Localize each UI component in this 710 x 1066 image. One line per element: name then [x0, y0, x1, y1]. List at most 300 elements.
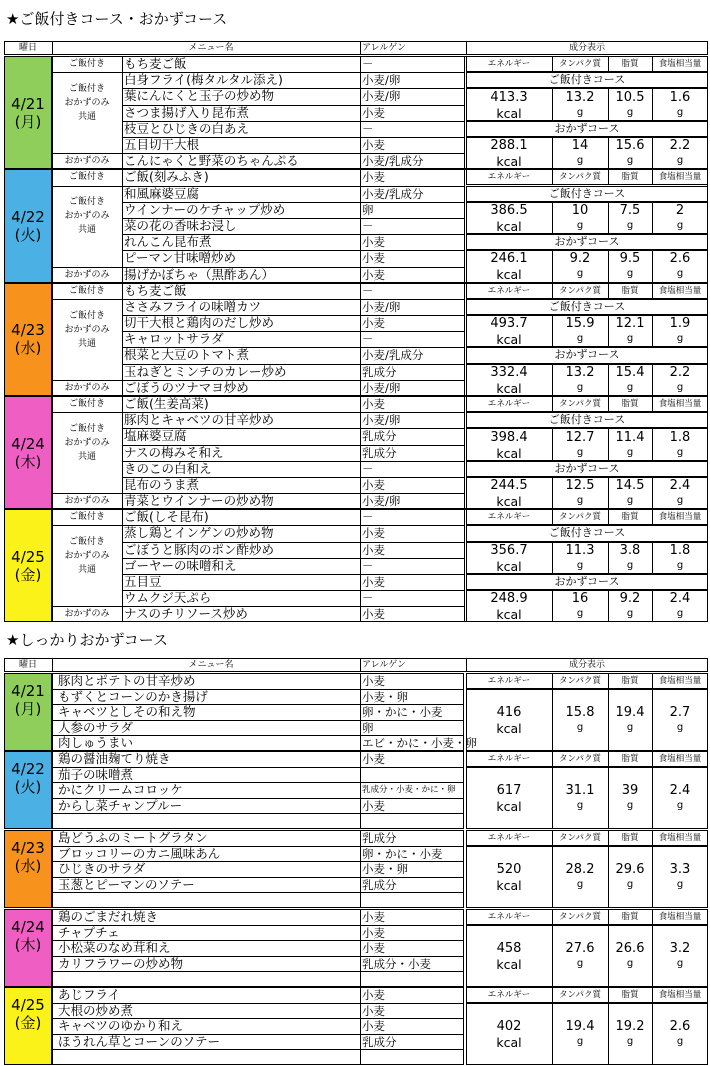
- nutrition-energy-value: 248.9: [490, 591, 528, 607]
- nutrition-header-fat: 脂質: [621, 912, 639, 922]
- menu-item: 昆布のうま煮: [124, 476, 200, 492]
- nutrition-fat-unit: g: [626, 722, 634, 734]
- allergen-value: －: [362, 218, 374, 233]
- allergen-value: 小麦: [362, 575, 385, 589]
- nutrition-salt-value: 1.9: [669, 316, 691, 332]
- nutrition-energy-unit: kcal: [496, 105, 522, 121]
- menu-item: 鶏の醤油麹てり焼き: [58, 751, 171, 766]
- nutrition-header-fat: 脂質: [621, 754, 639, 764]
- nutrition-protein-unit: g: [576, 1036, 584, 1048]
- nutrition-energy-unit: kcal: [496, 332, 522, 348]
- nutrition-header-energy: エネルギー: [487, 172, 531, 183]
- nutrition-fat-value: 15.6: [615, 138, 645, 154]
- okazu-course-label: おかずコース: [554, 348, 620, 362]
- label-rice: ご飯付き: [68, 285, 105, 296]
- nutrition-protein-unit: g: [576, 155, 584, 167]
- allergen-value: 小麦/卵: [362, 380, 401, 395]
- nutrition-salt-value: 2.2: [669, 138, 691, 154]
- menu-item: ほうれん草とコーンのソテー: [58, 1033, 221, 1049]
- nutrition-fat-unit: g: [626, 155, 634, 167]
- allergen-value: 小麦: [362, 798, 385, 813]
- column-divider: [466, 41, 467, 55]
- nutrition-fat-value: 29.6: [615, 862, 645, 878]
- column-divider: [52, 41, 53, 55]
- okazu-course-label: おかずコース: [554, 121, 620, 135]
- nutrition-protein-value: 15.8: [565, 705, 595, 721]
- menu-item: さつま揚げ入り昆布煮: [124, 104, 250, 120]
- nutrition-fat-unit: g: [626, 268, 634, 280]
- nutrition-header-fat: 脂質: [621, 398, 639, 409]
- header-day: 曜日: [18, 43, 37, 53]
- column-divider: [464, 509, 465, 622]
- menu-table-shikkari: [4, 658, 708, 1063]
- nutrition-fat-value: 7.5: [619, 202, 641, 218]
- day-cell-4-23: [4, 283, 52, 396]
- nutrition-header-protein: タンパク質: [559, 172, 601, 183]
- nutrition-energy-unit: kcal: [496, 957, 522, 973]
- nutrition-header-energy: エネルギー: [487, 285, 531, 296]
- nutrition-protein-value: 16: [571, 591, 589, 607]
- nutrition-fat-unit: g: [626, 219, 634, 231]
- nutrition-header-fat: 脂質: [621, 676, 639, 686]
- column-divider: [552, 509, 553, 525]
- okazu-course-label: おかずコース: [554, 235, 620, 249]
- rice-course-label: ご飯付きコース: [548, 186, 626, 200]
- header-menu: メニュー名: [188, 43, 234, 53]
- allergen-value: 小麦: [362, 477, 385, 492]
- label-okazu-only: おかずのみ: [64, 156, 110, 167]
- column-divider: [652, 283, 653, 299]
- nutrition-salt-value: 1.8: [669, 542, 691, 558]
- menu-item: 玉ねぎとミンチのカレー炒め: [124, 363, 287, 379]
- menu-item: ピーマン甘味噌炒め: [124, 250, 237, 266]
- menu-item: ウインナーのケチャップ炒め: [124, 201, 286, 217]
- allergen-value: 小麦: [362, 267, 385, 282]
- menu-item: ナスの梅みそ和え: [124, 444, 224, 460]
- allergen-value: －: [362, 57, 374, 71]
- menu-item: ゴーヤーの味噌和え: [124, 557, 237, 573]
- allergen-value: 小麦/卵: [362, 494, 401, 509]
- day-weekday: (金): [14, 1014, 42, 1032]
- menu-item: 人参のサラダ: [58, 719, 133, 735]
- label-common: ご飯付き おかずのみ 共通: [64, 310, 110, 349]
- column-divider: [608, 987, 609, 1003]
- allergen-value: 小麦/乳成分: [362, 154, 424, 169]
- nutrition-energy-unit: kcal: [496, 267, 522, 283]
- nutrition-salt-value: 2.2: [669, 364, 691, 380]
- menu-item: キャベツとしその和え物: [58, 704, 196, 720]
- menu-item: 島どうふのミートグラタン: [58, 830, 208, 845]
- column-divider: [464, 56, 465, 169]
- day-weekday: (月): [14, 700, 42, 718]
- allergen-value: 小麦: [362, 925, 385, 940]
- allergen-value: 乳成分: [362, 831, 397, 845]
- label-okazu-only: おかずのみ: [64, 382, 110, 393]
- nutrition-header-energy: エネルギー: [487, 990, 531, 1000]
- nutrition-header-energy: エネルギー: [487, 676, 531, 686]
- menu-item: チャプチェ: [58, 924, 120, 940]
- nutrition-header-energy: エネルギー: [487, 398, 531, 409]
- nutrition-header-protein: タンパク質: [559, 833, 601, 843]
- allergen-value: －: [362, 558, 374, 573]
- nutrition-header-salt: 食塩相当量: [658, 59, 702, 69]
- nutrition-protein-unit: g: [576, 381, 584, 393]
- nutrition-energy-unit: kcal: [496, 154, 522, 170]
- label-okazu-only: おかずのみ: [64, 496, 110, 507]
- menu-item: 蒸し鶏とインゲンの炒め物: [124, 525, 274, 541]
- nutrition-energy-value: 244.5: [490, 478, 528, 494]
- nutrition-fat-value: 9.2: [619, 591, 641, 607]
- allergen-value: 小麦: [362, 1019, 385, 1034]
- nutrition-protein-value: 9.2: [569, 251, 591, 267]
- nutrition-protein-value: 12.7: [565, 429, 595, 445]
- column-divider: [552, 909, 553, 925]
- allergen-value: 乳成分・小麦: [362, 956, 431, 971]
- header-day: 曜日: [18, 660, 37, 670]
- nutrition-header-salt: 食塩相当量: [658, 512, 702, 523]
- day-date: 4/23: [11, 839, 45, 857]
- column-divider: [608, 909, 609, 925]
- menu-item: 和風麻婆豆腐: [124, 185, 200, 201]
- nutrition-fat-unit: g: [626, 879, 634, 891]
- nutrition-header-energy: エネルギー: [487, 833, 531, 843]
- day-date: 4/25: [11, 547, 45, 566]
- nutrition-salt-value: 1.8: [669, 429, 691, 445]
- day-cell-4-21: [4, 56, 52, 169]
- nutrition-header-salt: 食塩相当量: [658, 398, 702, 409]
- day-cell-4-21: [4, 673, 52, 751]
- nutrition-energy-unit: kcal: [496, 799, 522, 815]
- column-divider: [652, 673, 653, 689]
- nutrition-fat-value: 3.8: [619, 542, 641, 558]
- allergen-value: 乳成分・小麦・かに・卵: [362, 785, 456, 796]
- nutrition-protein-unit: g: [576, 333, 584, 345]
- header-menu: メニュー名: [188, 660, 234, 670]
- column-divider: [608, 396, 609, 412]
- nutrition-salt-value: 2.7: [669, 705, 691, 721]
- nutrition-protein-unit: g: [576, 495, 584, 507]
- nutrition-header-energy: エネルギー: [487, 754, 531, 764]
- nutrition-energy-value: 288.1: [490, 138, 528, 154]
- nutrition-salt-unit: g: [676, 219, 684, 231]
- nutrition-header-protein: タンパク質: [559, 285, 601, 296]
- menu-item: 大根の炒め煮: [58, 1002, 134, 1018]
- column-divider: [552, 673, 553, 689]
- allergen-value: 乳成分: [362, 364, 397, 379]
- nutrition-salt-unit: g: [676, 608, 684, 620]
- menu-item: ご飯(刻みふき): [124, 169, 209, 185]
- allergen-value: 乳成分: [362, 1034, 397, 1049]
- menu-item: キャロットサラダ: [124, 331, 224, 347]
- nutrition-energy-value: 246.1: [490, 251, 528, 267]
- menu-item: ひじきのサラダ: [58, 861, 146, 877]
- nutrition-fat-value: 15.4: [615, 364, 645, 380]
- menu-item: 茄子の味噌煮: [58, 766, 134, 782]
- nutrition-fat-unit: g: [626, 446, 634, 458]
- nutrition-header-salt: 食塩相当量: [658, 833, 702, 843]
- menu-item: 五目切干大根: [124, 137, 200, 152]
- nutrition-energy-value: 520: [496, 862, 522, 878]
- allergen-value: 小麦・卵: [362, 689, 408, 704]
- nutrition-fat-value: 19.4: [615, 705, 645, 721]
- column-divider: [552, 751, 553, 767]
- menu-item: ささみフライの味噌カツ: [124, 298, 262, 314]
- nutrition-energy-value: 386.5: [490, 202, 528, 218]
- row-divider: [52, 813, 464, 814]
- allergen-value: 小麦: [362, 396, 385, 411]
- column-divider: [652, 830, 653, 846]
- label-common: ご飯付き おかずのみ 共通: [64, 537, 110, 576]
- row-divider: [52, 72, 122, 73]
- label-rice: ご飯付き: [68, 398, 105, 409]
- day-date: 4/25: [11, 996, 45, 1014]
- day-date: 4/22: [11, 760, 45, 778]
- nutrition-protein-value: 13.2: [565, 89, 595, 105]
- nutrition-energy-unit: kcal: [496, 445, 522, 461]
- nutrition-energy-unit: kcal: [496, 494, 522, 510]
- column-divider: [552, 169, 553, 185]
- menu-item: 玉葱とピーマンのソテー: [58, 876, 195, 892]
- day-weekday: (水): [14, 339, 42, 358]
- allergen-value: 小麦: [362, 1003, 385, 1018]
- nutrition-header-salt: 食塩相当量: [658, 676, 702, 686]
- nutrition-salt-value: 2.4: [669, 783, 691, 799]
- allergen-value: 乳成分: [362, 429, 397, 444]
- menu-item: ご飯(生姜高菜): [124, 395, 209, 411]
- day-weekday: (月): [14, 112, 42, 131]
- nutrition-header-protein: タンパク質: [559, 676, 601, 686]
- allergen-value: 小麦/卵: [362, 413, 401, 428]
- column-divider: [464, 169, 465, 282]
- nutrition-salt-unit: g: [676, 106, 684, 118]
- nutrition-header-energy: エネルギー: [487, 59, 531, 69]
- column-divider: [608, 751, 609, 767]
- row-divider: [52, 186, 122, 187]
- nutrition-protein-unit: g: [576, 106, 584, 118]
- day-cell-4-22: [4, 751, 52, 829]
- column-divider: [552, 830, 553, 846]
- nutrition-salt-unit: g: [676, 722, 684, 734]
- column-divider: [552, 396, 553, 412]
- label-rice: ご飯付き: [68, 172, 105, 183]
- day-date: 4/23: [11, 321, 45, 340]
- nutrition-header-fat: 脂質: [621, 833, 639, 843]
- nutrition-energy-value: 458: [496, 941, 522, 957]
- menu-item: 豚肉とキャベツの甘辛炒め: [124, 412, 275, 428]
- day-weekday: (水): [14, 857, 42, 875]
- column-divider: [608, 283, 609, 299]
- menu-item: 青菜とウインナーの炒め物: [124, 493, 274, 509]
- column-divider: [652, 751, 653, 767]
- header-allergen: アレルゲン: [362, 660, 407, 670]
- nutrition-salt-unit: g: [676, 879, 684, 891]
- nutrition-salt-value: 3.3: [669, 862, 691, 878]
- nutrition-header-salt: 食塩相当量: [658, 912, 702, 922]
- nutrition-salt-unit: g: [676, 1036, 684, 1048]
- menu-item: 塩麻婆豆腐: [124, 428, 187, 444]
- nutrition-salt-value: 1.6: [669, 89, 691, 105]
- nutrition-header-fat: 脂質: [621, 285, 639, 296]
- nutrition-salt-value: 2.6: [669, 1019, 691, 1035]
- nutrition-energy-value: 493.7: [490, 316, 528, 332]
- menu-item: ごぼうのツナマヨ炒め: [124, 379, 249, 395]
- nutrition-salt-value: 3.2: [669, 941, 691, 957]
- nutrition-protein-value: 31.1: [565, 783, 595, 799]
- column-divider: [608, 830, 609, 846]
- nutrition-protein-unit: g: [576, 219, 584, 231]
- menu-item: 菜の花の香味お浸し: [124, 217, 237, 233]
- nutrition-fat-value: 10.5: [615, 89, 645, 105]
- day-weekday: (金): [14, 565, 42, 584]
- menu-item: ブロッコリーのカニ風味あん: [58, 845, 221, 861]
- allergen-value: 乳成分: [362, 445, 397, 460]
- column-divider: [552, 56, 553, 72]
- nutrition-fat-value: 39: [621, 783, 639, 799]
- label-rice: ご飯付き: [68, 59, 105, 69]
- column-divider: [464, 283, 465, 396]
- day-cell-4-23: [4, 830, 52, 908]
- nutrition-protein-unit: g: [576, 446, 584, 458]
- allergen-value: －: [362, 591, 374, 606]
- nutrition-header-protein: タンパク質: [559, 754, 601, 764]
- nutrition-fat-unit: g: [626, 608, 634, 620]
- menu-item: ウムクジ天ぷら: [124, 590, 212, 606]
- allergen-value: 小麦: [362, 941, 385, 956]
- nutrition-salt-unit: g: [676, 800, 684, 812]
- allergen-value: 小麦: [362, 526, 385, 541]
- column-divider: [652, 987, 653, 1003]
- label-common: ご飯付き おかずのみ 共通: [64, 423, 110, 462]
- nutrition-fat-unit: g: [626, 800, 634, 812]
- menu-item: 五目豆: [124, 574, 162, 589]
- nutrition-energy-unit: kcal: [496, 558, 522, 574]
- row-divider: [52, 525, 122, 526]
- nutrition-header-fat: 脂質: [621, 172, 639, 183]
- nutrition-header-protein: タンパク質: [559, 990, 601, 1000]
- allergen-value: －: [362, 510, 374, 525]
- nutrition-protein-value: 13.2: [565, 364, 595, 380]
- allergen-value: －: [362, 461, 374, 476]
- nutrition-header-fat: 脂質: [621, 512, 639, 523]
- nutrition-energy-unit: kcal: [496, 721, 522, 737]
- nutrition-salt-value: 2: [675, 202, 685, 218]
- allergen-value: 小麦・卵: [362, 862, 408, 877]
- allergen-value: 小麦: [362, 752, 385, 766]
- menu-item: きのこの白和え: [124, 460, 212, 476]
- menu-item: ごぼうと豚肉のポン酢炒め: [124, 541, 275, 557]
- nutrition-energy-unit: kcal: [496, 878, 522, 894]
- menu-item: 根菜と大豆のトマト煮: [124, 347, 250, 363]
- column-divider: [466, 658, 467, 672]
- allergen-value: 小麦/卵: [362, 73, 401, 88]
- label-common: ご飯付き おかずのみ 共通: [64, 83, 110, 122]
- column-divider: [608, 509, 609, 525]
- nutrition-header-protein: タンパク質: [559, 512, 601, 523]
- nutrition-fat-unit: g: [626, 1036, 634, 1048]
- nutrition-protein-unit: g: [576, 800, 584, 812]
- row-divider: [52, 971, 464, 972]
- menu-item: 鶏のごまだれ焼き: [58, 909, 159, 924]
- allergen-value: 小麦: [362, 542, 385, 557]
- nutrition-fat-unit: g: [626, 559, 634, 571]
- menu-item: もち麦ご飯: [124, 282, 187, 298]
- nutrition-salt-value: 2.4: [669, 478, 691, 494]
- menu-item: からし菜チャンプルー: [58, 797, 183, 813]
- nutrition-protein-value: 19.4: [565, 1019, 595, 1035]
- row-divider: [52, 299, 122, 300]
- menu-table-rice-okazu: [4, 41, 708, 621]
- allergen-value: 小麦: [362, 607, 385, 622]
- nutrition-fat-unit: g: [626, 106, 634, 118]
- nutrition-energy-value: 356.7: [490, 542, 528, 558]
- row-divider: [52, 1049, 464, 1050]
- column-divider: [652, 169, 653, 185]
- menu-item: キャベツのゆかり和え: [58, 1018, 184, 1034]
- allergen-value: 小麦: [362, 138, 385, 152]
- nutrition-header-salt: 食塩相当量: [658, 172, 702, 183]
- allergen-value: 小麦: [362, 910, 385, 924]
- row-divider: [52, 412, 122, 413]
- header-nutrition: 成分表示: [568, 660, 605, 670]
- nutrition-fat-unit: g: [626, 495, 634, 507]
- nutrition-protein-unit: g: [576, 268, 584, 280]
- nutrition-header-salt: 食塩相当量: [658, 754, 702, 764]
- header-allergen: アレルゲン: [362, 43, 407, 53]
- menu-item: 葉にんにくと玉子の炒め物: [124, 88, 275, 104]
- allergen-value: 乳成分: [362, 877, 397, 892]
- allergen-value: 小麦: [362, 316, 385, 330]
- label-rice: ご飯付き: [68, 512, 105, 523]
- day-date: 4/24: [11, 434, 45, 453]
- nutrition-fat-value: 11.4: [615, 429, 645, 445]
- allergen-value: －: [362, 283, 374, 298]
- menu-item: あじフライ: [58, 987, 121, 1002]
- nutrition-header-energy: エネルギー: [487, 512, 531, 523]
- nutrition-header-salt: 食塩相当量: [658, 990, 702, 1000]
- nutrition-fat-value: 14.5: [615, 478, 645, 494]
- nutrition-fat-value: 12.1: [615, 316, 645, 332]
- allergen-value: 小麦: [362, 674, 385, 688]
- nutrition-fat-unit: g: [626, 381, 634, 393]
- column-divider: [652, 396, 653, 412]
- nutrition-energy-value: 402: [496, 1019, 522, 1035]
- menu-item: 小松菜のなめ茸和え: [58, 940, 171, 956]
- nutrition-salt-unit: g: [676, 446, 684, 458]
- day-weekday: (木): [14, 936, 42, 954]
- nutrition-fat-unit: g: [626, 333, 634, 345]
- nutrition-protein-value: 15.9: [565, 316, 595, 332]
- day-weekday: (木): [14, 452, 42, 471]
- nutrition-header-protein: タンパク質: [559, 59, 601, 69]
- nutrition-protein-unit: g: [576, 559, 584, 571]
- allergen-value: 卵・かに・小麦: [362, 705, 443, 720]
- day-date: 4/21: [11, 682, 45, 700]
- column-divider: [360, 658, 361, 672]
- nutrition-energy-unit: kcal: [496, 607, 522, 623]
- menu-item: 切干大根と鶏肉のだし炒め: [124, 315, 275, 330]
- label-common: ご飯付き おかずのみ 共通: [64, 197, 110, 236]
- header-nutrition: 成分表示: [568, 43, 605, 53]
- day-cell-4-24: [4, 396, 52, 509]
- menu-item: 豚肉とポテトの甘辛炒め: [58, 673, 196, 688]
- nutrition-energy-value: 332.4: [490, 364, 528, 380]
- allergen-value: 小麦: [362, 170, 385, 185]
- okazu-course-label: おかずコース: [554, 575, 620, 588]
- nutrition-header-energy: エネルギー: [487, 912, 531, 922]
- row-divider: [52, 892, 464, 893]
- menu-item: もずくとコーンのかき揚げ: [58, 688, 208, 704]
- nutrition-salt-value: 2.6: [669, 251, 691, 267]
